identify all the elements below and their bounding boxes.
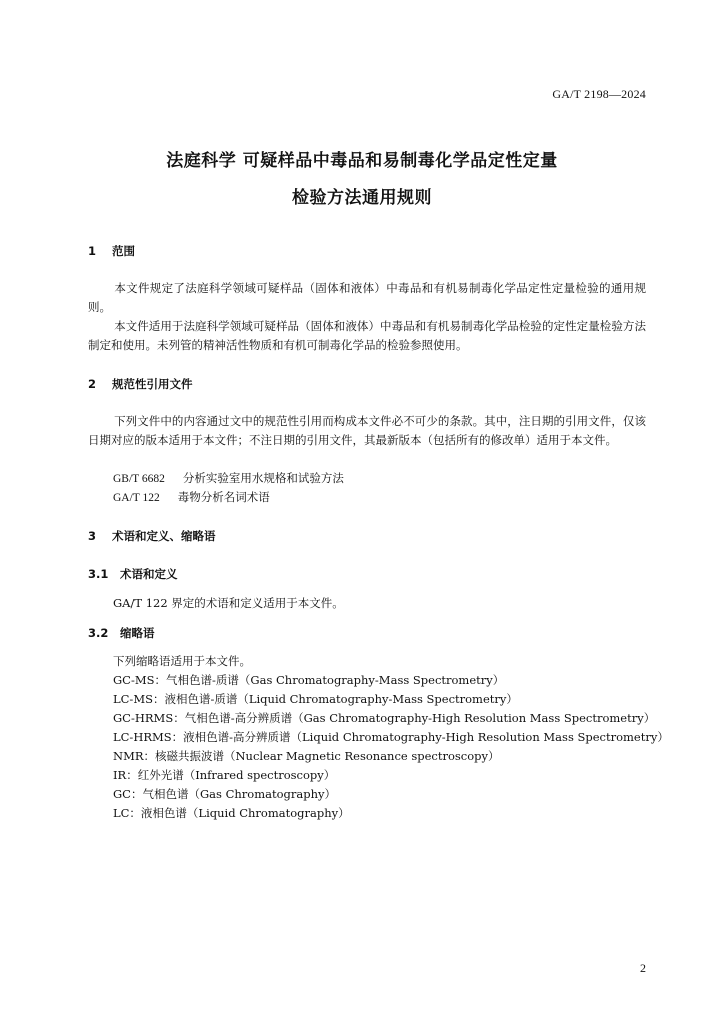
reference-code: GB/T 6682 [113, 473, 165, 485]
abbreviation-item: LC-HRMS：液相色谱-高分辨质谱（Liquid Chromatography-High Resolution Mass Spectrometry） [113, 730, 669, 744]
reference-title: 毒物分析名词术语 [177, 490, 270, 504]
paragraph-text: 下列文件中的内容通过文中的规范性引用而构成本文件必不可少的条款。其中，注日期的引用文件，仅该日期对应的版本适用于本文件；不注日期的引用文件，其最新版本（包括所有的修改单）适用于本文件。 [88, 414, 646, 447]
section-1-heading [88, 243, 135, 259]
reference-code: GA/T 122 [113, 492, 160, 504]
section-title: 缩略语 [120, 626, 155, 640]
section-1-paragraph-2 [88, 317, 646, 355]
abbreviation-item: GC-MS：气相色谱-质谱（Gas Chromatography-Mass Spectrometry） [113, 673, 505, 687]
section-2-paragraph [88, 412, 646, 450]
abbreviation-item: LC：液相色谱（Liquid Chromatography） [113, 806, 350, 820]
section-title: 范围 [112, 244, 136, 258]
section-1-paragraph-1 [88, 279, 646, 317]
section-3-1-heading [88, 566, 178, 582]
paragraph-text: 本文件适用于法庭科学领域可疑样品（固体和液体）中毒品和有机易制毒化学品检验的定性定量检验方法制定和使用。未列管的精神活性物质和有机可制毒化学品的检验参照使用。 [88, 319, 646, 352]
abbreviation-item: GC：气相色谱（Gas Chromatography） [113, 787, 336, 801]
section-number: 3.1 [88, 567, 109, 581]
section-2-heading [88, 376, 193, 392]
reference-item [113, 470, 344, 486]
section-title: 术语和定义、缩略语 [112, 529, 216, 543]
section-number: 3 [88, 529, 97, 543]
document-title-line2: 检验方法通用规则 [292, 188, 432, 208]
abbreviation-item: GC-HRMS：气相色谱-高分辨质谱（Gas Chromatography-High Resolution Mass Spectrometry） [113, 711, 656, 725]
paragraph-text: 本文件规定了法庭科学领域可疑样品（固体和液体）中毒品和有机易制毒化学品定性定量检验的通用规则。 [88, 281, 646, 314]
page-number: 2 [640, 961, 646, 975]
section-3-1-text: GA/T 122 界定的术语和定义适用于本文件。 [113, 596, 344, 610]
abbreviation-item: NMR：核磁共振波谱（Nuclear Magnetic Resonance spectroscopy） [113, 749, 500, 763]
abbreviation-item: LC-MS：液相色谱-质谱（Liquid Chromatography-Mass Spectrometry） [113, 692, 518, 706]
section-title: 术语和定义 [120, 567, 178, 581]
abbreviation-item: IR：红外光谱（Infrared spectroscopy） [113, 768, 336, 782]
section-3-2-heading [88, 625, 155, 641]
section-title: 规范性引用文件 [112, 377, 193, 391]
section-3-heading [88, 528, 216, 544]
section-number: 2 [88, 377, 97, 391]
reference-item [113, 489, 270, 505]
standard-code-header: GA/T 2198—2024 [552, 87, 646, 101]
reference-title: 分析实验室用水规格和试验方法 [182, 471, 344, 485]
section-number: 1 [88, 244, 97, 258]
abbreviations-intro: 下列缩略语适用于本文件。 [113, 654, 251, 668]
section-number: 3.2 [88, 626, 109, 640]
document-title-line1: 法庭科学 可疑样品中毒品和易制毒化学品定性定量 [166, 151, 558, 171]
